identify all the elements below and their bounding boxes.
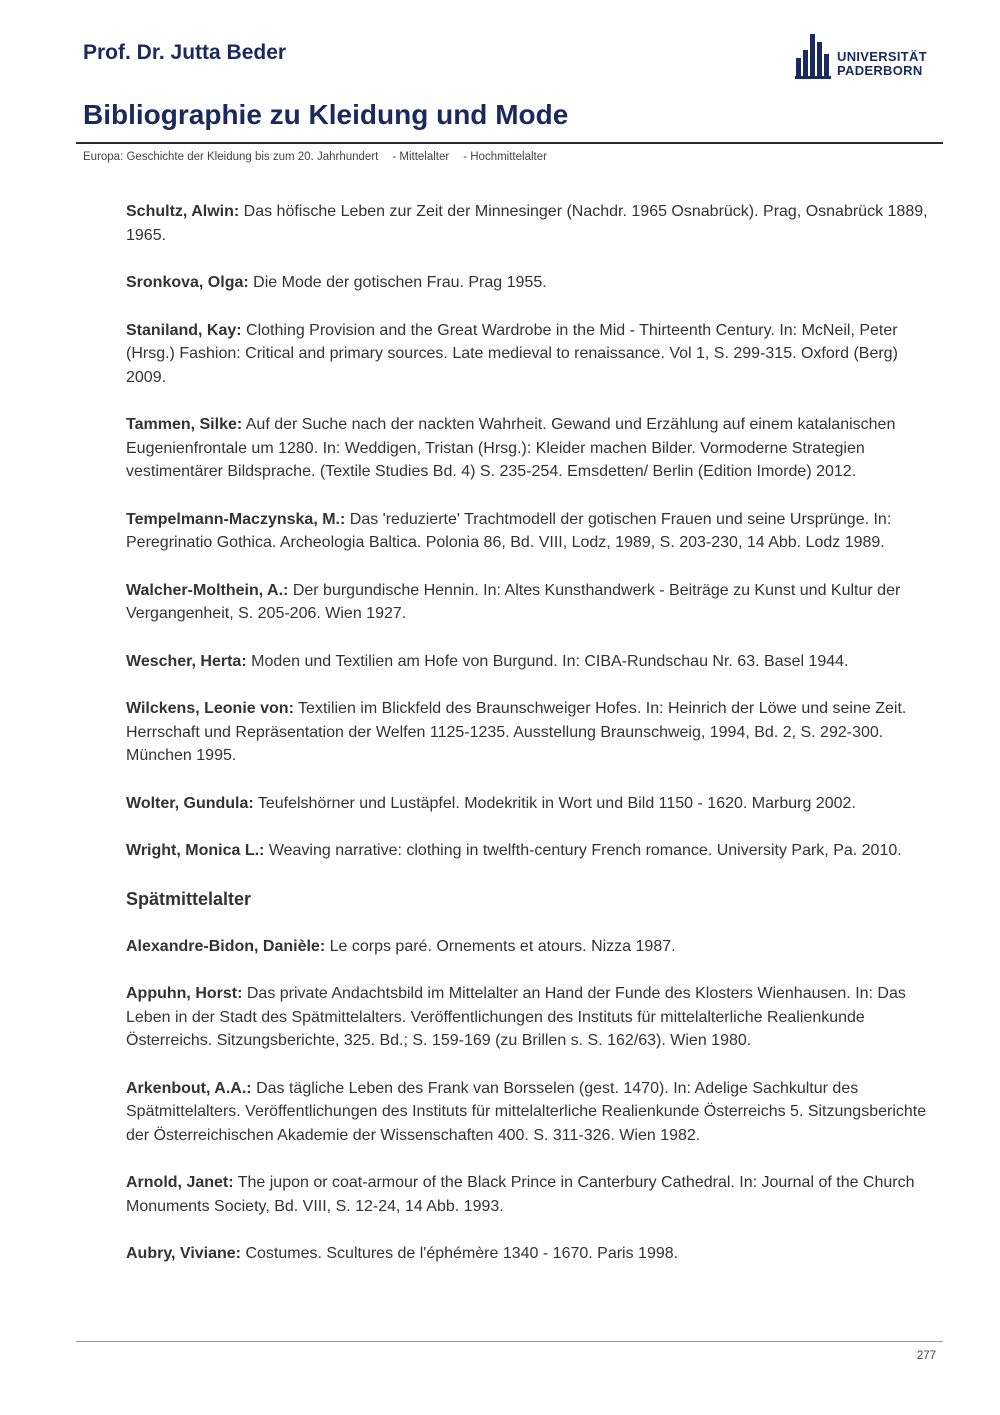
entry-text: Die Mode der gotischen Frau. Prag 1955. [253,274,547,291]
entry-author: Appuhn, Horst: [126,985,243,1002]
entry-author: Tempelmann-Maczynska, M.: [126,510,346,528]
bibliography-entry [126,697,941,768]
entry-author: Wright, Monica L.: [126,842,265,859]
bibliography-entry [126,1171,941,1218]
entry-author: Alexandre-Bidon, Danièle: [126,937,326,955]
footer-divider [76,1341,943,1342]
entry-author: Walcher-Molthein, A.: [126,581,289,599]
entry-text: Auf der Suche nach der nackten Wahrheit. Gewand und Erzählung auf einem katalanischen Eugenienfrontale um 1280. In: Weddigen, Tristan (Hrsg.): Kleider machen Bilder. Vormoderne Strategien vestimentärer Bildsprache. (Textile Studies Bd. 4) S. 235-254. Emsdetten/ Berlin (Edition Imorde) 2012. [126,416,896,480]
entry-author: Arkenbout, A.A.: [126,1079,252,1097]
entry-text: Das höfische Leben zur Zeit der Minnesinger (Nachdr. 1965 Osnabrück). Prag, Osnabrück 1889, 1965. [126,203,928,244]
logo-line-1: UNIVERSITÄT [837,49,927,64]
bibliography-list [126,200,941,1290]
author-name: Prof. Dr. Jutta Beder [83,41,287,64]
page-title: Bibliographie zu Kleidung und Mode [83,99,569,130]
entry-text: Clothing Provision and the Great Wardrobe in the Mid - Thirteenth Century. In: McNeil, Peter (Hrsg.) Fashion: Critical and primary sources. Late medieval to renaissance. Vol 1, S. 299-315. Oxford (Berg) 2009. [126,321,898,386]
bibliography-entry [126,839,941,863]
bibliography-entry [126,319,941,390]
breadcrumb [83,151,561,163]
entry-author: Wilckens, Leonie von: [126,700,294,717]
bibliography-entry [126,935,941,959]
entry-text: Weaving narrative: clothing in twelfth-century French romance. University Park, Pa. 2010. [268,842,902,859]
entry-text: Das tägliche Leben des Frank van Borsselen (gest. 1470). In: Adelige Sachkultur des Spätmittelalters. Veröffentlichungen des Instituts für mittelalterliche Realienkunde Österreichs 5. Sitzungsberichte der Österreichischen Akademie der Wissenschaften 400. S. 311-326. Wien 1982. [126,1079,927,1144]
entry-text: Das private Andachtsbild im Mittelalter an Hand der Funde des Klosters Wienhausen. In: Das Leben in der Stadt des Spätmittelalters. Veröffentlichungen des Instituts für mittelalterliche Realienkunde Österreichs. Sitzungsberichte, 325. Bd.; S. 159-169 (zu Brillen s. S. 162/63). Wien 1980. [126,985,906,1049]
entry-text: Der burgundische Hennin. In: Altes Kunsthandwerk - Beiträge zu Kunst und Kultur der Vergangenheit, S. 205-206. Wien 1927. [126,581,901,622]
breadcrumb-item: - Hochmittelalter [463,151,547,163]
header-divider [76,142,943,144]
entry-author: Arnold, Janet: [126,1174,234,1191]
entry-author: Aubry, Viviane: [126,1245,241,1262]
entry-author: Tammen, Silke: [126,416,243,433]
entry-text: Das 'reduzierte' Trachtmodell der gotischen Frauen und seine Ursprünge. In: Peregrinatio Gothica. Archeologia Baltica. Polonia 86, Bd. VIII, Lodz, 1989, S. 203-230, 14 Abb. Lodz 1989. [126,510,892,551]
page-number: 277 [916,1350,936,1362]
bibliography-entry [126,792,941,816]
bibliography-entry [126,1242,941,1266]
entry-text: Teufelshörner und Lustäpfel. Modekritik in Wort und Bild 1150 - 1620. Marburg 2002. [257,794,856,812]
bibliography-entry [126,982,941,1053]
entry-author: Schultz, Alwin: [126,203,240,220]
bibliography-entry [126,650,941,674]
bibliography-entry [126,200,941,247]
entry-text: Moden und Textilien am Hofe von Burgund. In: CIBA-Rundschau Nr. 63. Basel 1944. [251,652,849,670]
entry-author: Staniland, Kay: [126,321,242,339]
bibliography-entry [126,579,941,626]
university-logo-icon [794,32,836,82]
entry-text: Le corps paré. Ornements et atours. Nizza 1987. [329,937,676,955]
bibliography-entry [126,271,941,295]
section-heading: Spätmittelalter [126,888,252,909]
entry-text: The jupon or coat-armour of the Black Prince in Canterbury Cathedral. In: Journal of the Church Monuments Society, Bd. VIII, S. 12-24, 14 Abb. 1993. [126,1174,915,1215]
entry-author: Wolter, Gundula: [126,794,254,812]
bibliography-entry [126,508,941,555]
breadcrumb-item: - Mittelalter [392,151,450,163]
entry-text: Costumes. Scultures de l'éphémère 1340 - 1670. Paris 1998. [245,1245,679,1262]
bibliography-entry [126,413,941,484]
entry-author: Wescher, Herta: [126,652,247,670]
bibliography-entry [126,1077,941,1148]
entry-text: Textilien im Blickfeld des Braunschweiger Hofes. In: Heinrich der Löwe und seine Zeit. Herrschaft und Repräsentation der Welfen 1125-1235. Ausstellung Braunschweig, 1994, Bd. 2, S. 292-300. München 1995. [126,700,907,764]
entry-author: Sronkova, Olga: [126,274,249,291]
breadcrumb-item: Europa: Geschichte der Kleidung bis zum 20. Jahrhundert [83,151,379,163]
university-logo [794,32,934,82]
logo-line-2: PADERBORN [837,63,923,78]
